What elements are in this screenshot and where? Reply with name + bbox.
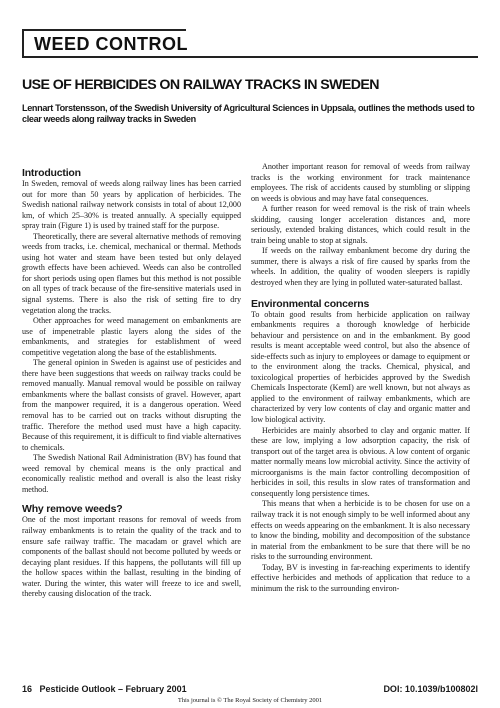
journal-issue: Pesticide Outlook – February 2001 (39, 684, 187, 694)
section-header-box (22, 29, 186, 58)
section-heading-introduction: Introduction (22, 167, 81, 179)
paragraph: A further reason for weed removal is the risk of train wheels skidding, causing longer acceleration distances and, more seriously, extended braking distances, which could result in the train being unable to stop at signals. (251, 204, 470, 245)
copyright-note: This journal is © The Royal Society of Chemistry 2001 (177, 697, 323, 704)
section-label: WEED CONTROL (34, 34, 188, 54)
footer-journal-line (22, 684, 187, 694)
right-column (251, 162, 470, 594)
paragraph: One of the most important reasons for removal of weeds from railway embankments is to retain the quality of the track and to ensure safe railway traffic. The macadam or gravel which are components of the ballast should not become polluted by weeds or decaying plant residues. If this happens, the pollutants will fill up the hollow spaces within the ballast, resulting in the binding of water. During the winter, this water will freeze to ice and swell, thereby causing dislocation of the track. (22, 515, 241, 599)
paragraph: Another important reason for removal of weeds from railway tracks is the working environment for track maintenance employees. The risk of accidents caused by stumbling or slipping on weeds is obvious and may have fatal consequences. (251, 162, 470, 203)
article-title: USE OF HERBICIDES ON RAILWAY TRACKS IN SWEDEN (22, 77, 379, 93)
left-column (22, 162, 241, 600)
paragraph: Today, BV is investing in far-reaching experiments to identify effective herbicides and methods of application that reduce to a minimum the risk to the surrounding environ- (251, 562, 470, 593)
paragraph: Theoretically, there are several alternative methods of removing weeds from tracks, i.e. chemical, mechanical or thermal. Methods using hot water and steam have been tested but only delayed growth effects have been achieved. Weeds can also be controlled for short periods using open flames but this method is not possible on all types of track because of the fire-sensitive materials used in signal systems. There is also the risk of setting fire to dry vegetation along the tracks. (22, 231, 241, 315)
paragraph: This means that when a herbicide is to be chosen for use on a railway track it is not enough simply to be well informed about any effects on weeds appearing on the embankment. It is also necessary to know the binding, mobility and decomposition of the substance in material from the embankment to be sure that there will be no risks to the surrounding environment. (251, 499, 470, 562)
paragraph: The Swedish National Rail Administration (BV) has found that weed removal by chemical means is the only practical and economically realistic method and overall is also the least risky method. (22, 453, 241, 494)
article-standfirst: Lennart Torstensson, of the Swedish University of Agricultural Sciences in Uppsala, outlines the methods used to clear weeds along railway tracks in Sweden (22, 103, 475, 124)
page-number: 16 (22, 684, 33, 694)
paragraph: Other approaches for weed management on embankments are use of impenetrable plastic layers along the sides of the embankments, and strategies for establishment of weed competitive vegetation along the base of the establishments. (22, 316, 241, 357)
paragraph: If weeds on the railway embankment become dry during the summer, there is always a risk of fire caused by sparks from the wheels. In addition, the quality of wooden sleepers is rapidly destroyed when they are lying in polluted water-saturated ballast. (251, 246, 470, 288)
paragraph: To obtain good results from herbicide application on railway embankments requires a thorough knowledge of herbicide behaviour and persistence on and in the embankment. By good results is meant acceptable weed control, but also the absence of side-effects such as injury to employees or damage to equipment or to the environment along the tracks. Chemical, physical, and toxicological properties of herbicides approved by the Swedish Chemicals Inspectorate (KemI) are well known, but not always as applied to the environment of railway embankments, which are characterized by very low contents of clay and organic matter and low biological activity. (251, 309, 470, 425)
paragraph: The general opinion in Sweden is against use of pesticides and there have been suggestions that weeds on railway tracks could be removed manually. Manual removal would be possible on railway embankments where the ballast consists of gravel. However, apart from the manpower required, it is a dangerous operation. Weed removal has to be carried out on tracks without disrupting the traffic. Therefore the method used must have a high capacity. Because of this requirement, it is difficult to find viable alternatives to chemicals. (22, 358, 241, 452)
doi: DOI: 10.1039/b100802l (383, 684, 478, 694)
paragraph: In Sweden, removal of weeds along railway lines has been carried out for more than 50 years by application of herbicides. The Swedish national railway network consists in total of about 12,000 km, of which 25–30% is treated annually. A specially equipped spray train (Figure 1) is used by trained staff for the purpose. (22, 179, 241, 231)
section-heading-environmental: Environmental concerns (251, 297, 370, 310)
paragraph: Herbicides are mainly absorbed to clay and organic matter. If these are low, implying a low adsorption capacity, the risk of transport out of the target area is obvious. A low content of organic matter normally means low microbial activity. Since the activity of microorganisms is the main factor controlling decomposition of herbicides in soil, this results in slow rates of transformation and consequently long persistence times. (251, 425, 470, 498)
section-heading-why-remove: Why remove weeds? (22, 503, 123, 516)
header-rule (186, 56, 478, 58)
